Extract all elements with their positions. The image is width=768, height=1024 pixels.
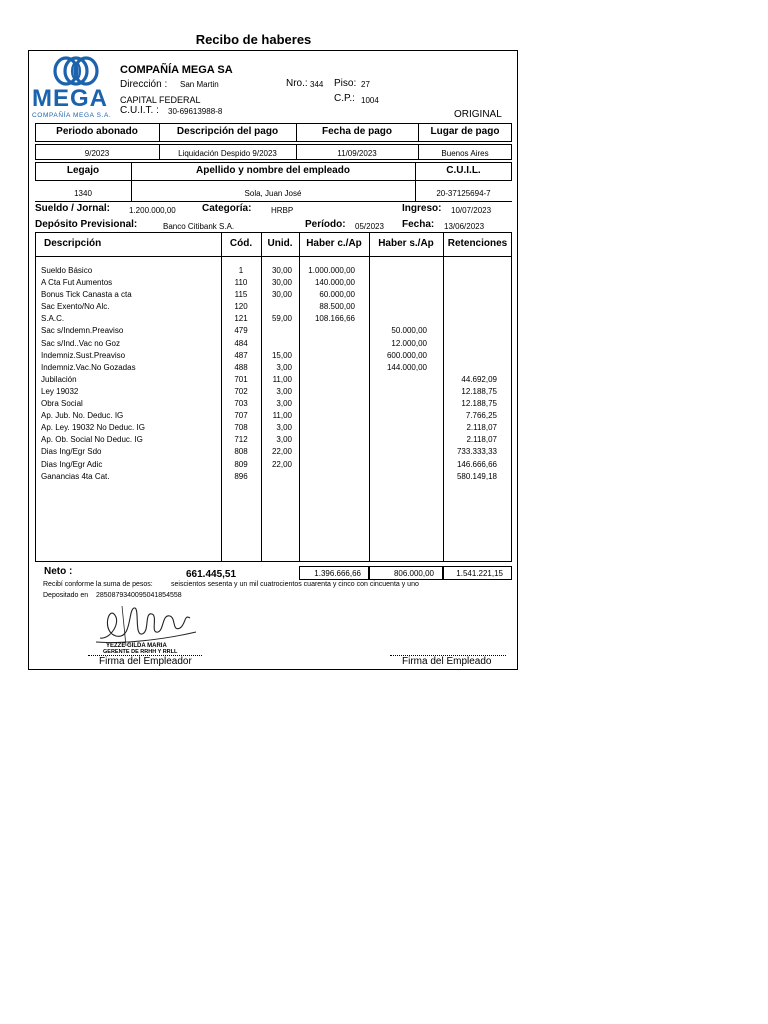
table-cell-cod: 702 [234, 386, 248, 396]
depositado-label: Depositado en [43, 592, 89, 599]
table-cell-retenciones [443, 301, 497, 313]
table-cell-haber-sap [369, 277, 427, 289]
categoria-label: Categoría: [202, 203, 252, 214]
ingreso-label: Ingreso: [402, 203, 442, 214]
table-cell-cod: 479 [234, 326, 248, 336]
table-cell-cod: 488 [234, 362, 248, 372]
table-cell-haber-sap [369, 374, 427, 386]
table-cell-haber-sap [369, 471, 427, 483]
cp-label: C.P.: [334, 93, 355, 104]
table-cell-descripcion: S.A.C. [41, 314, 65, 324]
periodo-label: Período: [305, 219, 346, 230]
table-cell-retenciones [443, 350, 497, 362]
table-cell-haber-cap: 140.000,00 [314, 278, 355, 288]
table-cell-cod: 808 [234, 447, 248, 457]
table-cell-descripcion: Bonus Tick Canasta a cta [41, 290, 132, 300]
table-cell-haber-cap [299, 459, 355, 471]
table-cell-haber-cap [299, 422, 355, 434]
table-cell-retenciones: 44.692,09 [461, 374, 497, 384]
signer-name: YEZZE GILDA MARIA [106, 643, 167, 649]
table-cell-unid: 59,00 [271, 314, 292, 324]
table-cell-descripcion: Ap. Ley. 19032 No Deduc. IG [41, 423, 145, 433]
table-cell-descripcion: Jubilación [41, 374, 77, 384]
table-cell-haber-cap [299, 325, 355, 337]
table-cell-cod: 707 [234, 411, 248, 421]
table-cell-haber-cap: 60.000,00 [319, 290, 355, 300]
table-cell-haber-cap [299, 362, 355, 374]
sueldo-value: 1.200.000,00 [129, 206, 176, 215]
categoria-value: HRBP [271, 206, 294, 215]
table-cell-unid: 30,00 [271, 266, 292, 275]
table-cell-retenciones [443, 338, 497, 350]
table-cell-descripcion: Obra Social [41, 399, 83, 409]
table-cell-haber-cap [299, 446, 355, 458]
table-cell-descripcion: Sueldo Básico [41, 266, 93, 275]
table-cell-unid: 3,00 [276, 399, 292, 409]
recibi-label: Recibí conforme la suma de pesos: [43, 581, 153, 588]
divider [35, 256, 512, 257]
table-cell-retenciones [443, 265, 497, 277]
periodo-value: 05/2023 [355, 222, 384, 231]
column-cod [221, 265, 261, 483]
employer-signature [92, 602, 202, 648]
table-cell-haber-cap [299, 471, 355, 483]
table-cell-unid [261, 338, 292, 350]
header-nombre: Apellido y nombre del empleado [196, 165, 350, 176]
sueldo-label: Sueldo / Jornal: [35, 203, 111, 214]
value-cuil: 20-37125694-7 [436, 189, 491, 198]
table-cell-descripcion: Sac s/Indemn.Preaviso [41, 326, 124, 336]
header-legajo: Legajo [66, 165, 100, 176]
company-name: COMPAÑÍA MEGA SA [120, 64, 233, 76]
table-cell-retenciones: 2.118,07 [466, 435, 497, 445]
table-cell-unid [261, 325, 292, 337]
table-cell-haber-sap [369, 301, 427, 313]
cuit-value: 30-69613988-8 [168, 107, 223, 116]
table-cell-retenciones [443, 313, 497, 325]
ingreso-value: 10/07/2023 [451, 206, 492, 215]
value-periodo-abonado: 9/2023 [84, 149, 110, 158]
neto-label: Neto : [44, 566, 73, 577]
value-legajo: 1340 [74, 189, 92, 198]
company-logo [32, 55, 118, 121]
table-cell-cod: 110 [234, 278, 248, 288]
table-cell-retenciones: 12.188,75 [461, 386, 497, 396]
value-descripcion-pago: Liquidación Despido 9/2023 [178, 149, 277, 158]
column-descripcion [41, 265, 219, 483]
header-periodo-abonado: Periodo abonado [56, 126, 138, 137]
th-retenciones: Retenciones [447, 238, 508, 249]
table-cell-cod: 484 [234, 338, 248, 348]
table-cell-haber-sap [369, 422, 427, 434]
table-cell-retenciones [443, 277, 497, 289]
table-cell-unid: 15,00 [271, 350, 292, 360]
divider [35, 201, 512, 202]
table-cell-unid [261, 471, 292, 483]
direccion-value: San Martin [180, 80, 219, 89]
cuit-label: C.U.I.T. : [120, 105, 159, 116]
header-descripcion-pago: Descripción del pago [176, 126, 279, 137]
table-cell-haber-cap [299, 398, 355, 410]
header-fecha-pago: Fecha de pago [321, 126, 392, 137]
table-cell-unid: 22,00 [271, 447, 292, 457]
table-cell-haber-sap [369, 289, 427, 301]
table-cell-haber-sap: 50.000,00 [391, 326, 427, 336]
table-cell-haber-sap [369, 265, 427, 277]
table-cell-cod: 701 [234, 374, 248, 384]
th-descripcion: Descripción [44, 238, 102, 249]
table-cell-cod: 708 [234, 423, 248, 433]
th-cod: Cód. [229, 238, 253, 249]
table-cell-haber-cap [299, 410, 355, 422]
recibi-value: seiscientos sesenta y un mil cuatrocientos cuarenta y cinco con cincuenta y uno [171, 581, 419, 588]
piso-label: Piso: [334, 78, 357, 89]
deposito-label: Depósito Previsional: [35, 219, 138, 230]
table-cell-descripcion: A Cta Fut Aumentos [41, 278, 113, 288]
table-cell-descripcion: Ganancias 4ta Cat. [41, 471, 110, 481]
table-cell-haber-cap [299, 374, 355, 386]
logo-wordmark: MEGA [32, 85, 108, 112]
firma-empleado: Firma del Empleado [402, 656, 492, 667]
table-cell-cod: 120 [234, 302, 248, 312]
table-cell-haber-cap [299, 350, 355, 362]
table-cell-unid [261, 301, 292, 313]
table-cell-haber-cap [299, 434, 355, 446]
th-haber-sap: Haber s./Ap [378, 238, 434, 249]
column-retenciones [443, 265, 497, 483]
total-haber-cap: 1.396.666,66 [314, 569, 361, 578]
table-cell-haber-sap [369, 313, 427, 325]
total-retenciones: 1.541.221,15 [456, 569, 503, 578]
signer-role: GERENTE DE RRHH Y RRLL [103, 649, 178, 655]
value-fecha-pago: 11/09/2023 [337, 149, 377, 158]
table-cell-cod: 1 [238, 266, 244, 275]
fecha-value: 13/06/2023 [444, 222, 485, 231]
neto-value: 661.445,51 [186, 569, 237, 580]
column-haber-cap [299, 265, 355, 483]
table-cell-retenciones: 146.666,66 [456, 459, 497, 469]
table-cell-unid: 3,00 [276, 423, 292, 433]
cp-value: 1004 [361, 96, 379, 105]
value-nombre: Sola, Juan José [244, 189, 302, 198]
table-cell-cod: 487 [234, 350, 248, 360]
table-cell-descripcion: Indemniz.Vac.No Gozadas [41, 362, 136, 372]
total-haber-sap: 806.000,00 [393, 569, 434, 578]
table-cell-unid: 3,00 [276, 386, 292, 396]
table-cell-retenciones: 733.333,33 [456, 447, 497, 457]
table-cell-retenciones: 2.118,07 [466, 423, 497, 433]
table-cell-haber-sap [369, 386, 427, 398]
fecha-label: Fecha: [402, 219, 435, 230]
logo-rings-icon [52, 55, 100, 87]
header-cuil: C.U.I.L. [446, 165, 481, 176]
column-unid [261, 265, 292, 483]
table-cell-descripcion: Indemniz.Sust.Preaviso [41, 350, 126, 360]
copy-type: ORIGINAL [454, 109, 502, 120]
table-cell-descripcion: Sac s/Ind..Vac no Goz [41, 338, 121, 348]
header-lugar-pago: Lugar de pago [430, 126, 500, 137]
table-cell-haber-cap [299, 386, 355, 398]
table-cell-haber-sap [369, 446, 427, 458]
depositado-value: 2850879340095041854558 [96, 592, 182, 599]
table-cell-haber-cap: 1.000.000,00 [308, 266, 355, 275]
table-cell-descripcion: Dias Ing/Egr Sdo [41, 447, 102, 457]
nro-value: 344 [310, 80, 324, 89]
table-cell-cod: 712 [234, 435, 248, 445]
document-title: Recibo de haberes [195, 32, 312, 47]
table-cell-haber-sap [369, 434, 427, 446]
ciudad: CAPITAL FEDERAL [120, 95, 201, 105]
table-cell-cod: 115 [234, 290, 248, 300]
direccion-label: Dirección : [120, 79, 168, 90]
column-haber-sap [369, 265, 427, 483]
table-cell-haber-sap: 144.000,00 [386, 362, 427, 372]
table-cell-haber-sap [369, 459, 427, 471]
table-cell-retenciones [443, 325, 497, 337]
table-cell-unid: 11,00 [272, 374, 292, 384]
table-cell-haber-cap: 88.500,00 [319, 302, 355, 312]
table-cell-haber-cap [299, 338, 355, 350]
table-cell-unid: 11,00 [272, 411, 292, 421]
table-cell-retenciones: 580.149,18 [456, 471, 497, 481]
deposito-value: Banco Citibank S.A. [163, 222, 235, 231]
table-cell-haber-sap: 12.000,00 [391, 338, 427, 348]
table-cell-descripcion: Ap. Jub. No. Deduc. IG [41, 411, 124, 421]
table-cell-retenciones [443, 289, 497, 301]
table-cell-retenciones: 7.766,25 [465, 411, 497, 421]
table-cell-haber-cap: 108.166,66 [314, 314, 355, 324]
table-cell-unid: 30,00 [271, 278, 292, 288]
table-cell-haber-sap [369, 398, 427, 410]
divider [415, 181, 416, 201]
table-cell-unid: 3,00 [276, 362, 292, 372]
firma-empleador: Firma del Empleador [99, 656, 192, 667]
table-cell-retenciones [443, 362, 497, 374]
table-cell-unid: 22,00 [271, 459, 292, 469]
table-cell-unid: 3,00 [276, 435, 292, 445]
table-cell-retenciones: 12.188,75 [461, 399, 497, 409]
table-cell-haber-sap: 600.000,00 [386, 350, 427, 360]
nro-label: Nro.: [286, 78, 308, 89]
logo-subtext: COMPAÑÍA MEGA S.A. [32, 112, 112, 119]
table-cell-haber-sap [369, 410, 427, 422]
th-unid: Unid. [267, 238, 293, 249]
table-cell-unid: 30,00 [271, 290, 292, 300]
table-cell-cod: 809 [234, 459, 248, 469]
value-lugar-pago: Buenos Aires [441, 149, 489, 158]
table-cell-cod: 703 [234, 399, 248, 409]
table-cell-descripcion: Sac Exento/No Alc. [41, 302, 110, 312]
table-cell-cod: 121 [234, 314, 248, 324]
th-haber-cap: Haber c./Ap [306, 238, 362, 249]
table-cell-descripcion: Ley 19032 [41, 386, 79, 396]
divider [131, 181, 132, 201]
table-cell-descripcion: Ap. Ob. Social No Deduc. IG [41, 435, 143, 445]
piso-value: 27 [361, 80, 370, 89]
table-cell-descripcion: Dias Ing/Egr Adic [41, 459, 103, 469]
table-cell-cod: 896 [234, 471, 248, 481]
